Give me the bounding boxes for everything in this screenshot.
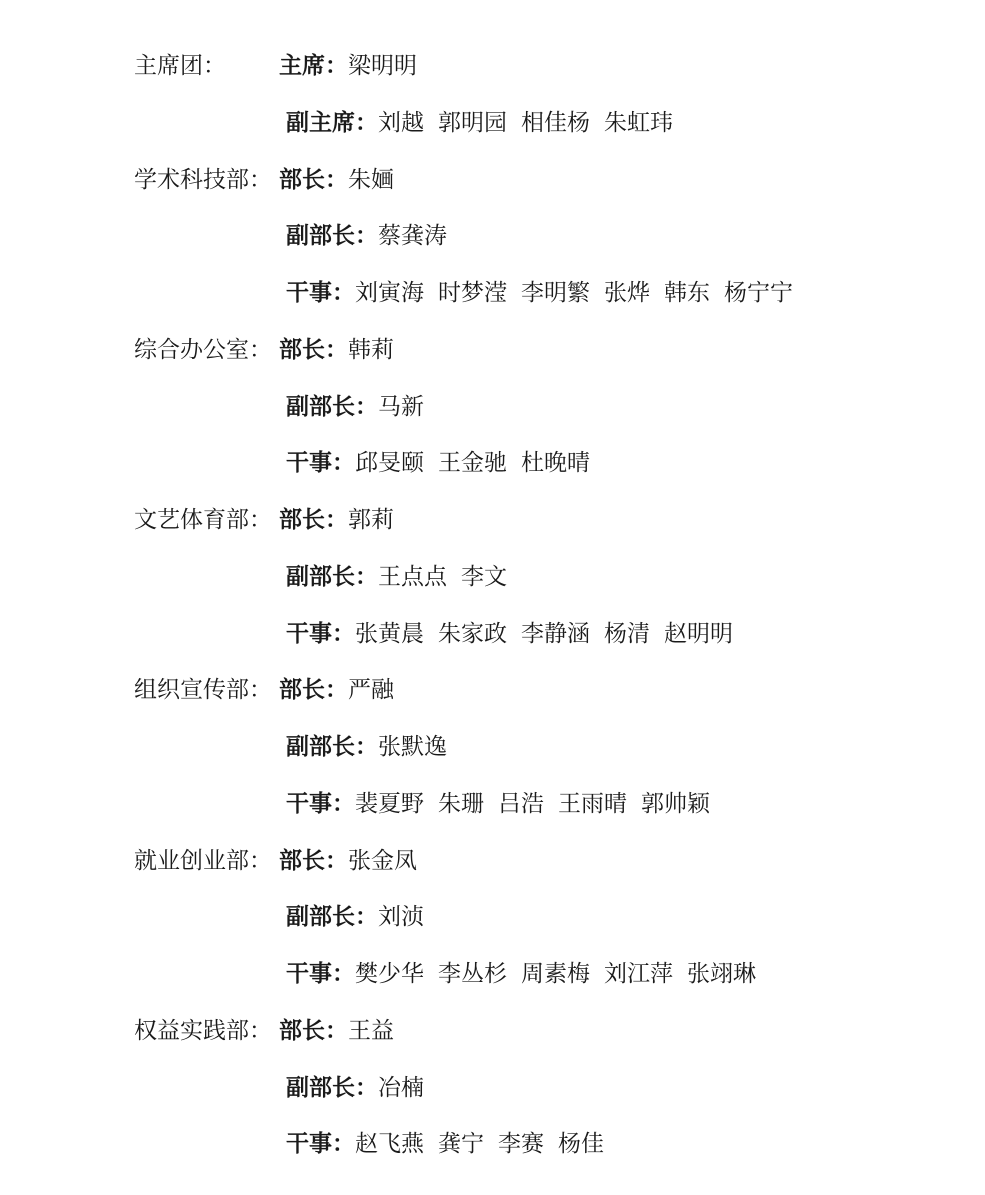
member-names [378, 223, 461, 249]
department-label: 就业创业部： [134, 847, 272, 874]
role-entry [279, 833, 431, 890]
member-name: 刘越 [378, 109, 424, 136]
member-name: 张翊琳 [687, 961, 756, 987]
member-names [355, 621, 747, 647]
roster-line [134, 946, 954, 1003]
member-name: 张金凤 [348, 847, 417, 874]
roster-line [134, 833, 954, 890]
member-names [355, 450, 604, 476]
roster-line [134, 662, 954, 719]
member-name: 杨清 [604, 620, 650, 647]
member-name: 刘浈 [378, 904, 424, 931]
roster-line [134, 322, 954, 379]
member-name: 时梦滢 [438, 280, 507, 306]
member-names [348, 507, 408, 533]
member-names [348, 167, 408, 193]
roster-line [134, 38, 954, 95]
member-name: 韩莉 [348, 336, 394, 363]
role-entry [286, 1060, 438, 1117]
role-entry [286, 95, 687, 152]
roster-line [134, 606, 954, 663]
member-name: 刘江萍 [604, 961, 673, 987]
member-name: 龚宁 [438, 1131, 484, 1158]
role-entry [286, 889, 438, 946]
role-label: 干事： [286, 961, 355, 987]
role-label: 部长： [279, 677, 348, 704]
roster-line [134, 1003, 954, 1060]
role-entry [286, 776, 724, 833]
member-name: 郭明园 [438, 109, 507, 136]
member-name: 王点点 [378, 563, 447, 590]
member-names [378, 394, 438, 420]
roster-line [134, 379, 954, 436]
member-name: 张烨 [604, 280, 650, 306]
role-entry [279, 492, 408, 549]
member-name: 张默逸 [378, 734, 447, 760]
roster-line [134, 95, 954, 152]
member-name: 邱旻颐 [355, 450, 424, 477]
member-name: 朱家政 [438, 620, 507, 647]
role-label: 干事： [286, 790, 355, 817]
role-label: 副部长： [286, 563, 378, 590]
member-names [348, 53, 431, 79]
member-name: 梁明明 [348, 53, 417, 79]
member-name: 赵飞燕 [355, 1131, 424, 1158]
roster-line [134, 208, 954, 265]
member-names [355, 1131, 618, 1157]
department-label: 组织宣传部： [134, 677, 272, 704]
member-names [348, 337, 408, 363]
roster-line [134, 265, 954, 322]
role-label: 干事： [286, 450, 355, 477]
department-label: 文艺体育部： [134, 507, 272, 533]
roster-line [134, 492, 954, 549]
member-name: 吕浩 [498, 790, 544, 817]
role-label: 部长： [279, 847, 348, 874]
role-entry [286, 379, 438, 436]
member-name: 裴夏野 [355, 790, 424, 817]
member-names [348, 1018, 408, 1044]
member-names [355, 791, 724, 817]
member-name: 刘寅海 [355, 280, 424, 306]
department-label: 权益实践部： [134, 1017, 272, 1044]
role-label: 部长： [279, 1017, 348, 1044]
member-names [348, 677, 408, 703]
member-name: 樊少华 [355, 961, 424, 987]
role-entry [279, 152, 408, 209]
role-entry [286, 606, 747, 663]
department-label: 综合办公室： [134, 336, 272, 363]
role-entry [286, 719, 461, 776]
role-label: 部长： [279, 166, 348, 193]
member-name: 相佳杨 [521, 109, 590, 136]
roster-line [134, 1060, 954, 1117]
role-label: 主席： [279, 53, 348, 79]
member-name: 杜晚晴 [521, 450, 590, 477]
roster-line [134, 1116, 954, 1173]
member-names [355, 961, 770, 987]
member-names [355, 280, 807, 306]
role-label: 副部长： [286, 904, 378, 931]
roster-line [134, 889, 954, 946]
member-names [378, 904, 438, 930]
member-name: 赵明明 [664, 620, 733, 647]
member-name: 李赛 [498, 1131, 544, 1158]
member-name: 李静涵 [521, 620, 590, 647]
member-name: 朱虹玮 [604, 109, 673, 136]
role-label: 干事： [286, 280, 355, 306]
roster-line [134, 435, 954, 492]
member-name: 郭帅颖 [641, 790, 710, 817]
role-entry [279, 1003, 408, 1060]
member-name: 郭莉 [348, 507, 394, 533]
roster-line [134, 152, 954, 209]
role-label: 副部长： [286, 223, 378, 250]
role-label: 部长： [279, 507, 348, 533]
role-entry [286, 1116, 618, 1173]
role-label: 干事： [286, 620, 355, 647]
role-label: 部长： [279, 336, 348, 363]
role-label: 副部长： [286, 393, 378, 420]
role-label: 副主席： [286, 109, 378, 136]
member-name: 冶楠 [378, 1074, 424, 1101]
roster-line [134, 719, 954, 776]
role-entry [286, 208, 461, 265]
role-entry [279, 662, 408, 719]
member-name: 韩东 [664, 280, 710, 306]
member-name: 杨佳 [558, 1131, 604, 1158]
role-entry [279, 38, 431, 95]
role-label: 副部长： [286, 734, 378, 760]
member-name: 张黄晨 [355, 620, 424, 647]
member-name: 朱婳 [348, 166, 394, 193]
role-entry [286, 265, 807, 322]
member-name: 王金驰 [438, 450, 507, 477]
role-entry [279, 322, 408, 379]
member-name: 王雨晴 [558, 790, 627, 817]
member-name: 严融 [348, 677, 394, 704]
member-name: 李文 [461, 563, 507, 590]
member-names [378, 564, 521, 590]
member-names [378, 110, 687, 136]
roster-line [134, 549, 954, 606]
member-names [348, 848, 431, 874]
department-label: 主席团： [134, 53, 226, 79]
roster-line [134, 776, 954, 833]
member-names [378, 734, 461, 760]
member-name: 王益 [348, 1017, 394, 1044]
role-entry [286, 435, 604, 492]
member-names [378, 1075, 438, 1101]
member-name: 朱珊 [438, 790, 484, 817]
role-label: 干事： [286, 1131, 355, 1158]
department-label: 学术科技部： [134, 166, 272, 193]
roster [134, 38, 954, 1173]
role-label: 副部长： [286, 1074, 378, 1101]
member-name: 李丛杉 [438, 961, 507, 987]
member-name: 蔡龚涛 [378, 223, 447, 250]
member-name: 马新 [378, 393, 424, 420]
member-name: 李明繁 [521, 280, 590, 306]
member-name: 杨宁宁 [724, 280, 793, 306]
role-entry [286, 946, 770, 1003]
role-entry [286, 549, 521, 606]
member-name: 周素梅 [521, 961, 590, 987]
